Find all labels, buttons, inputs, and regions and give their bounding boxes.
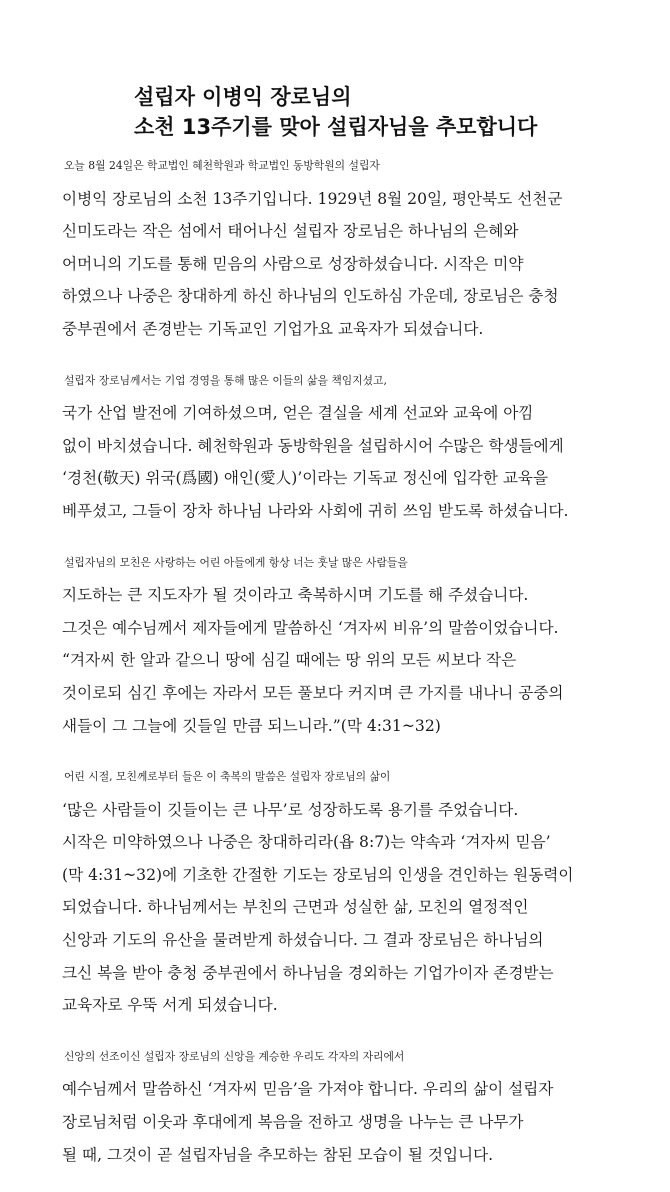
title-line-2: 소천 13주기를 맞아 설립자님을 추모합니다 [134, 115, 538, 139]
title-line-1: 설립자 이병익 장로님의 [134, 85, 352, 109]
text-line: 베푸셨고, 그들이 장차 하나님 나라와 사회에 귀히 쓰임 받도록 하셨습니다. [62, 501, 569, 520]
text-line: 이병익 장로님의 소천 13주기입니다. 1929년 8월 20일, 평안북도 선천군 [62, 189, 563, 208]
text-line: 신미도라는 작은 섬에서 태어나신 설립자 장로님은 하나님의 은혜와 [62, 222, 519, 241]
paragraph-1 [62, 150, 648, 346]
text-line: 설립자님의 모친은 사랑하는 어린 아들에게 항상 너는 훗날 많은 사람들을 [64, 555, 408, 569]
paragraph-3 [62, 547, 648, 743]
paragraph-2 [62, 365, 648, 528]
text-line: 오늘 8월 24일은 학교법인 혜천학원과 학교법인 동방학원의 설립자 [64, 159, 380, 172]
text-line: ‘많은 사람들이 깃들이는 큰 나무’로 성장하도록 용기를 주었습니다. [62, 800, 519, 819]
text-line: 장로님처럼 이웃과 후대에게 복음을 전하고 생명을 나누는 큰 나무가 [62, 1113, 524, 1132]
article-body [62, 150, 648, 1190]
text-line: ‘경천(敬天) 위국(爲國) 애인(愛人)’이라는 기독교 정신에 입각한 교육을 [62, 469, 549, 488]
text-line: 국가 산업 발전에 기여하셨으며, 얻은 결실을 세계 선교와 교육에 아낌 [62, 404, 534, 423]
text-line: 설립자 장로님께서는 기업 경영을 통해 많은 이들의 삶을 책임지셨고, [64, 373, 387, 387]
text-line: 되었습니다. 하나님께서는 부친의 근면과 성실한 삶, 모친의 열정적인 [62, 898, 529, 917]
text-line: “겨자씨 한 알과 같으니 땅에 심길 때에는 땅 위의 모든 씨보다 작은 [62, 651, 517, 670]
page-title [134, 82, 654, 142]
text-line: 없이 바치셨습니다. 혜천학원과 동방학원을 설립하시어 수많은 학생들에게 [62, 436, 564, 455]
text-line: 지도하는 큰 지도자가 될 것이라고 축복하시며 기도를 해 주셨습니다. [62, 586, 529, 605]
text-line: 하였으나 나중은 창대하게 하신 하나님의 인도하심 가운데, 장로님은 충청 [62, 287, 559, 306]
text-line: 신앙과 기도의 유산을 물려받게 하셨습니다. 그 결과 장로님은 하나님의 [62, 931, 544, 950]
paragraph-5 [62, 1041, 648, 1171]
text-line: 새들이 그 그늘에 깃들일 만큼 되느니라.”(막 4:31~32) [62, 716, 441, 735]
text-line: 어린 시절, 모친께로부터 들은 이 축복의 말씀은 설립자 장로님의 삶이 [64, 770, 391, 784]
paragraph-4 [62, 761, 648, 1022]
text-line: 예수님께서 말씀하신 ‘겨자씨 믿음’을 가져야 합니다. 우리의 삶이 설립자 [62, 1080, 554, 1099]
text-line: 신앙의 선조이신 설립자 장로님의 신앙을 계승한 우리도 각자의 자리에서 [64, 1049, 405, 1063]
text-line: 크신 복을 받아 충청 중부권에서 하나님을 경외하는 기업가이자 존경받는 [62, 963, 554, 982]
text-line: 교육자로 우뚝 서게 되셨습니다. [62, 996, 278, 1015]
text-line: 중부권에서 존경받는 기독교인 기업가요 교육자가 되셨습니다. [62, 319, 484, 338]
text-line: 시작은 미약하였으나 나중은 창대하리라(욥 8:7)는 약속과 ‘겨자씨 믿음’ [62, 833, 551, 852]
text-line: 그것은 예수님께서 제자들에게 말씀하신 ‘겨자씨 비유’의 말씀이었습니다. [62, 618, 559, 637]
text-line: 어머니의 기도를 통해 믿음의 사람으로 성장하셨습니다. 시작은 미약 [62, 254, 524, 273]
text-line: 것이로되 심긴 후에는 자라서 모든 풀보다 커지며 큰 가지를 내나니 공중의 [62, 683, 564, 702]
text-line: 될 때, 그것이 곧 설립자님을 추모하는 참된 모습이 될 것입니다. [62, 1145, 494, 1164]
text-line: (막 4:31~32)에 기초한 간절한 기도는 장로님의 인생을 견인하는 원동력이 [62, 865, 574, 884]
